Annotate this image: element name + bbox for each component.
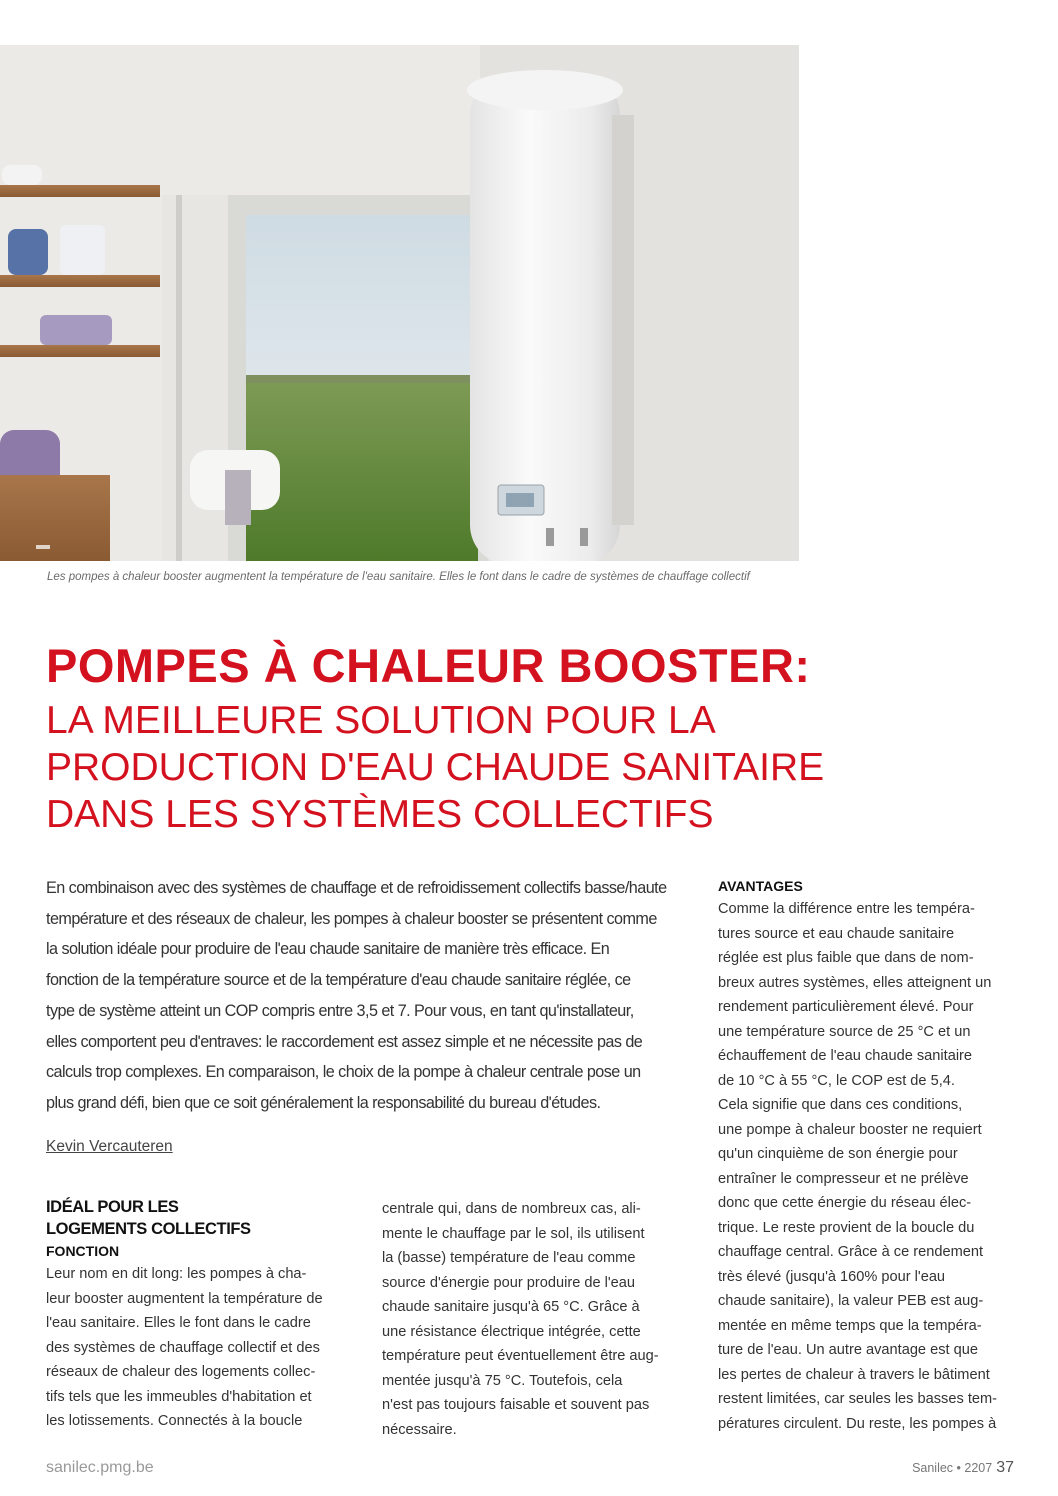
text-line: température peut éventuellement être aug- (382, 1348, 659, 1364)
section-heading (46, 1196, 342, 1240)
intro-line: fonction de la température source et de la température d'eau chaude sanitaire réglée, ce (46, 971, 631, 990)
text-line: n'est pas toujours faisable et souvent pas (382, 1397, 650, 1413)
text-line: la (basse) température de l'eau comme (382, 1250, 636, 1266)
text-line: entraîner le compresseur et ne prélève (718, 1170, 969, 1187)
article-title: POMPES À CHALEUR BOOSTER: (46, 639, 811, 692)
intro-line: type de système atteint un COP compris entre 3,5 et 7. Pour vous, en tant qu'installateur, (46, 1001, 634, 1020)
intro-line: En combinaison avec des systèmes de chauffage et de refroidissement collectifs basse/haute (46, 879, 667, 897)
text-line: ture de l'eau. Un autre avantage est que (718, 1342, 978, 1358)
column-1 (46, 1196, 342, 1434)
text-line: une résistance électrique intégrée, cette (382, 1323, 641, 1340)
article-subtitle (46, 697, 946, 838)
intro-line: la solution idéale pour produire de l'eau chaude sanitaire de manière très efficace. En (46, 940, 610, 959)
text-line: mentée en même temps que la tempéra- (718, 1317, 982, 1334)
text-line: rendement particulièrement élevé. Pour (718, 999, 974, 1015)
text-line: chaude sanitaire), la valeur PEB est aug- (718, 1293, 984, 1309)
text-line: tifs tels que les immeubles d'habitation et (46, 1388, 312, 1405)
text-line: source d'énergie pour produire de l'eau (382, 1274, 636, 1291)
subtitle-line: PRODUCTION D'EAU CHAUDE SANITAIRE (46, 746, 825, 789)
heading-line: IDÉAL POUR LES (46, 1198, 179, 1216)
issue-label: Sanilec • 2207 (912, 1461, 993, 1475)
text-line: pératures circulent. Du reste, les pompes à (718, 1415, 997, 1432)
text-line: Leur nom en dit long: les pompes à cha- (46, 1266, 307, 1282)
text-line: chauffage central. Grâce à ce rendement (718, 1244, 984, 1260)
text-line: tures source et eau chaude sanitaire (718, 925, 955, 942)
text-line: réseaux de chaleur des logements collec- (46, 1364, 316, 1380)
footer-website: sanilec.pmg.be (46, 1459, 154, 1476)
text-line: l'eau sanitaire. Elles le font dans le cadre (46, 1315, 311, 1331)
section-subheading: FONCTION (46, 1243, 120, 1259)
text-line: chaude sanitaire jusqu'à 65 °C. Grâce à (382, 1299, 640, 1315)
text-line: nécessaire. (382, 1421, 457, 1438)
text-line: les lotissements. Connectés à la boucle (46, 1413, 303, 1429)
subtitle-line: LA MEILLEURE SOLUTION POUR LA (46, 699, 716, 742)
text-line: mentée jusqu'à 75 °C. Toutefois, cela (382, 1372, 623, 1389)
text-line: trique. Le reste provient de la boucle du (718, 1219, 975, 1236)
text-line: Cela signifie que dans ces conditions, (718, 1097, 963, 1113)
column-2 (382, 1197, 680, 1442)
subtitle-line: DANS LES SYSTÈMES COLLECTIFS (46, 793, 714, 836)
text-line: mente le chauffage par le sol, ils utilisent (382, 1225, 645, 1242)
text-line: réglée est plus faible que dans de nom- (718, 950, 974, 966)
text-line: Comme la différence entre les tempéra- (718, 901, 975, 917)
text-line: donc que cette énergie du réseau élec- (718, 1195, 972, 1211)
author-byline: Kevin Vercauteren (46, 1138, 173, 1155)
footer-issue (912, 1459, 1014, 1477)
intro-line: température et des réseaux de chaleur, les pompes à chaleur booster se présentent comme (46, 909, 657, 928)
text-line: des systèmes de chauffage collectif et des (46, 1339, 320, 1356)
text-line: breux autres systèmes, elles atteignent un (718, 974, 992, 991)
intro-line: elles comportent peu d'entraves: le raccordement est assez simple et ne nécessite pas de (46, 1032, 643, 1051)
text-line: leur booster augmentent la température de (46, 1290, 323, 1307)
text-line: qu'un cinquième de son énergie pour (718, 1146, 958, 1162)
text-line: une pompe à chaleur booster ne requiert (718, 1121, 982, 1138)
bathroom-heat-pump-illustration (0, 45, 799, 561)
text-line: les pertes de chaleur à travers le bâtiment (718, 1366, 990, 1383)
text-line: restent limitées, car seules les basses tem- (718, 1391, 998, 1407)
text-line: très élevé (jusqu'à 160% pour l'eau (718, 1268, 946, 1285)
heading-line: LOGEMENTS COLLECTIFS (46, 1220, 251, 1238)
photo-caption: Les pompes à chaleur booster augmentent la température de l'eau sanitaire. Elles le font dans le cadre de systèmes de chauffage collectif (47, 571, 750, 583)
text-line: échauffement de l'eau chaude sanitaire (718, 1048, 973, 1064)
hero-photo (0, 45, 799, 561)
section-subheading: AVANTAGES (718, 878, 803, 894)
text-line: une température source de 25 °C et un (718, 1023, 971, 1040)
text-line: de 10 °C à 55 °C, le COP est de 5,4. (718, 1072, 955, 1089)
page-number: 37 (996, 1459, 1014, 1476)
text-line: centrale qui, dans de nombreux cas, ali- (382, 1201, 641, 1217)
intro-line: plus grand défi, bien que ce soit généralement la responsabilité du bureau d'études. (46, 1093, 601, 1112)
column-1-body (46, 1262, 342, 1434)
intro-paragraph (46, 873, 666, 1119)
column-3 (718, 875, 1014, 1436)
intro-line: calculs trop complexes. En comparaison, le choix de la pompe à chaleur centrale pose un (46, 1063, 641, 1082)
